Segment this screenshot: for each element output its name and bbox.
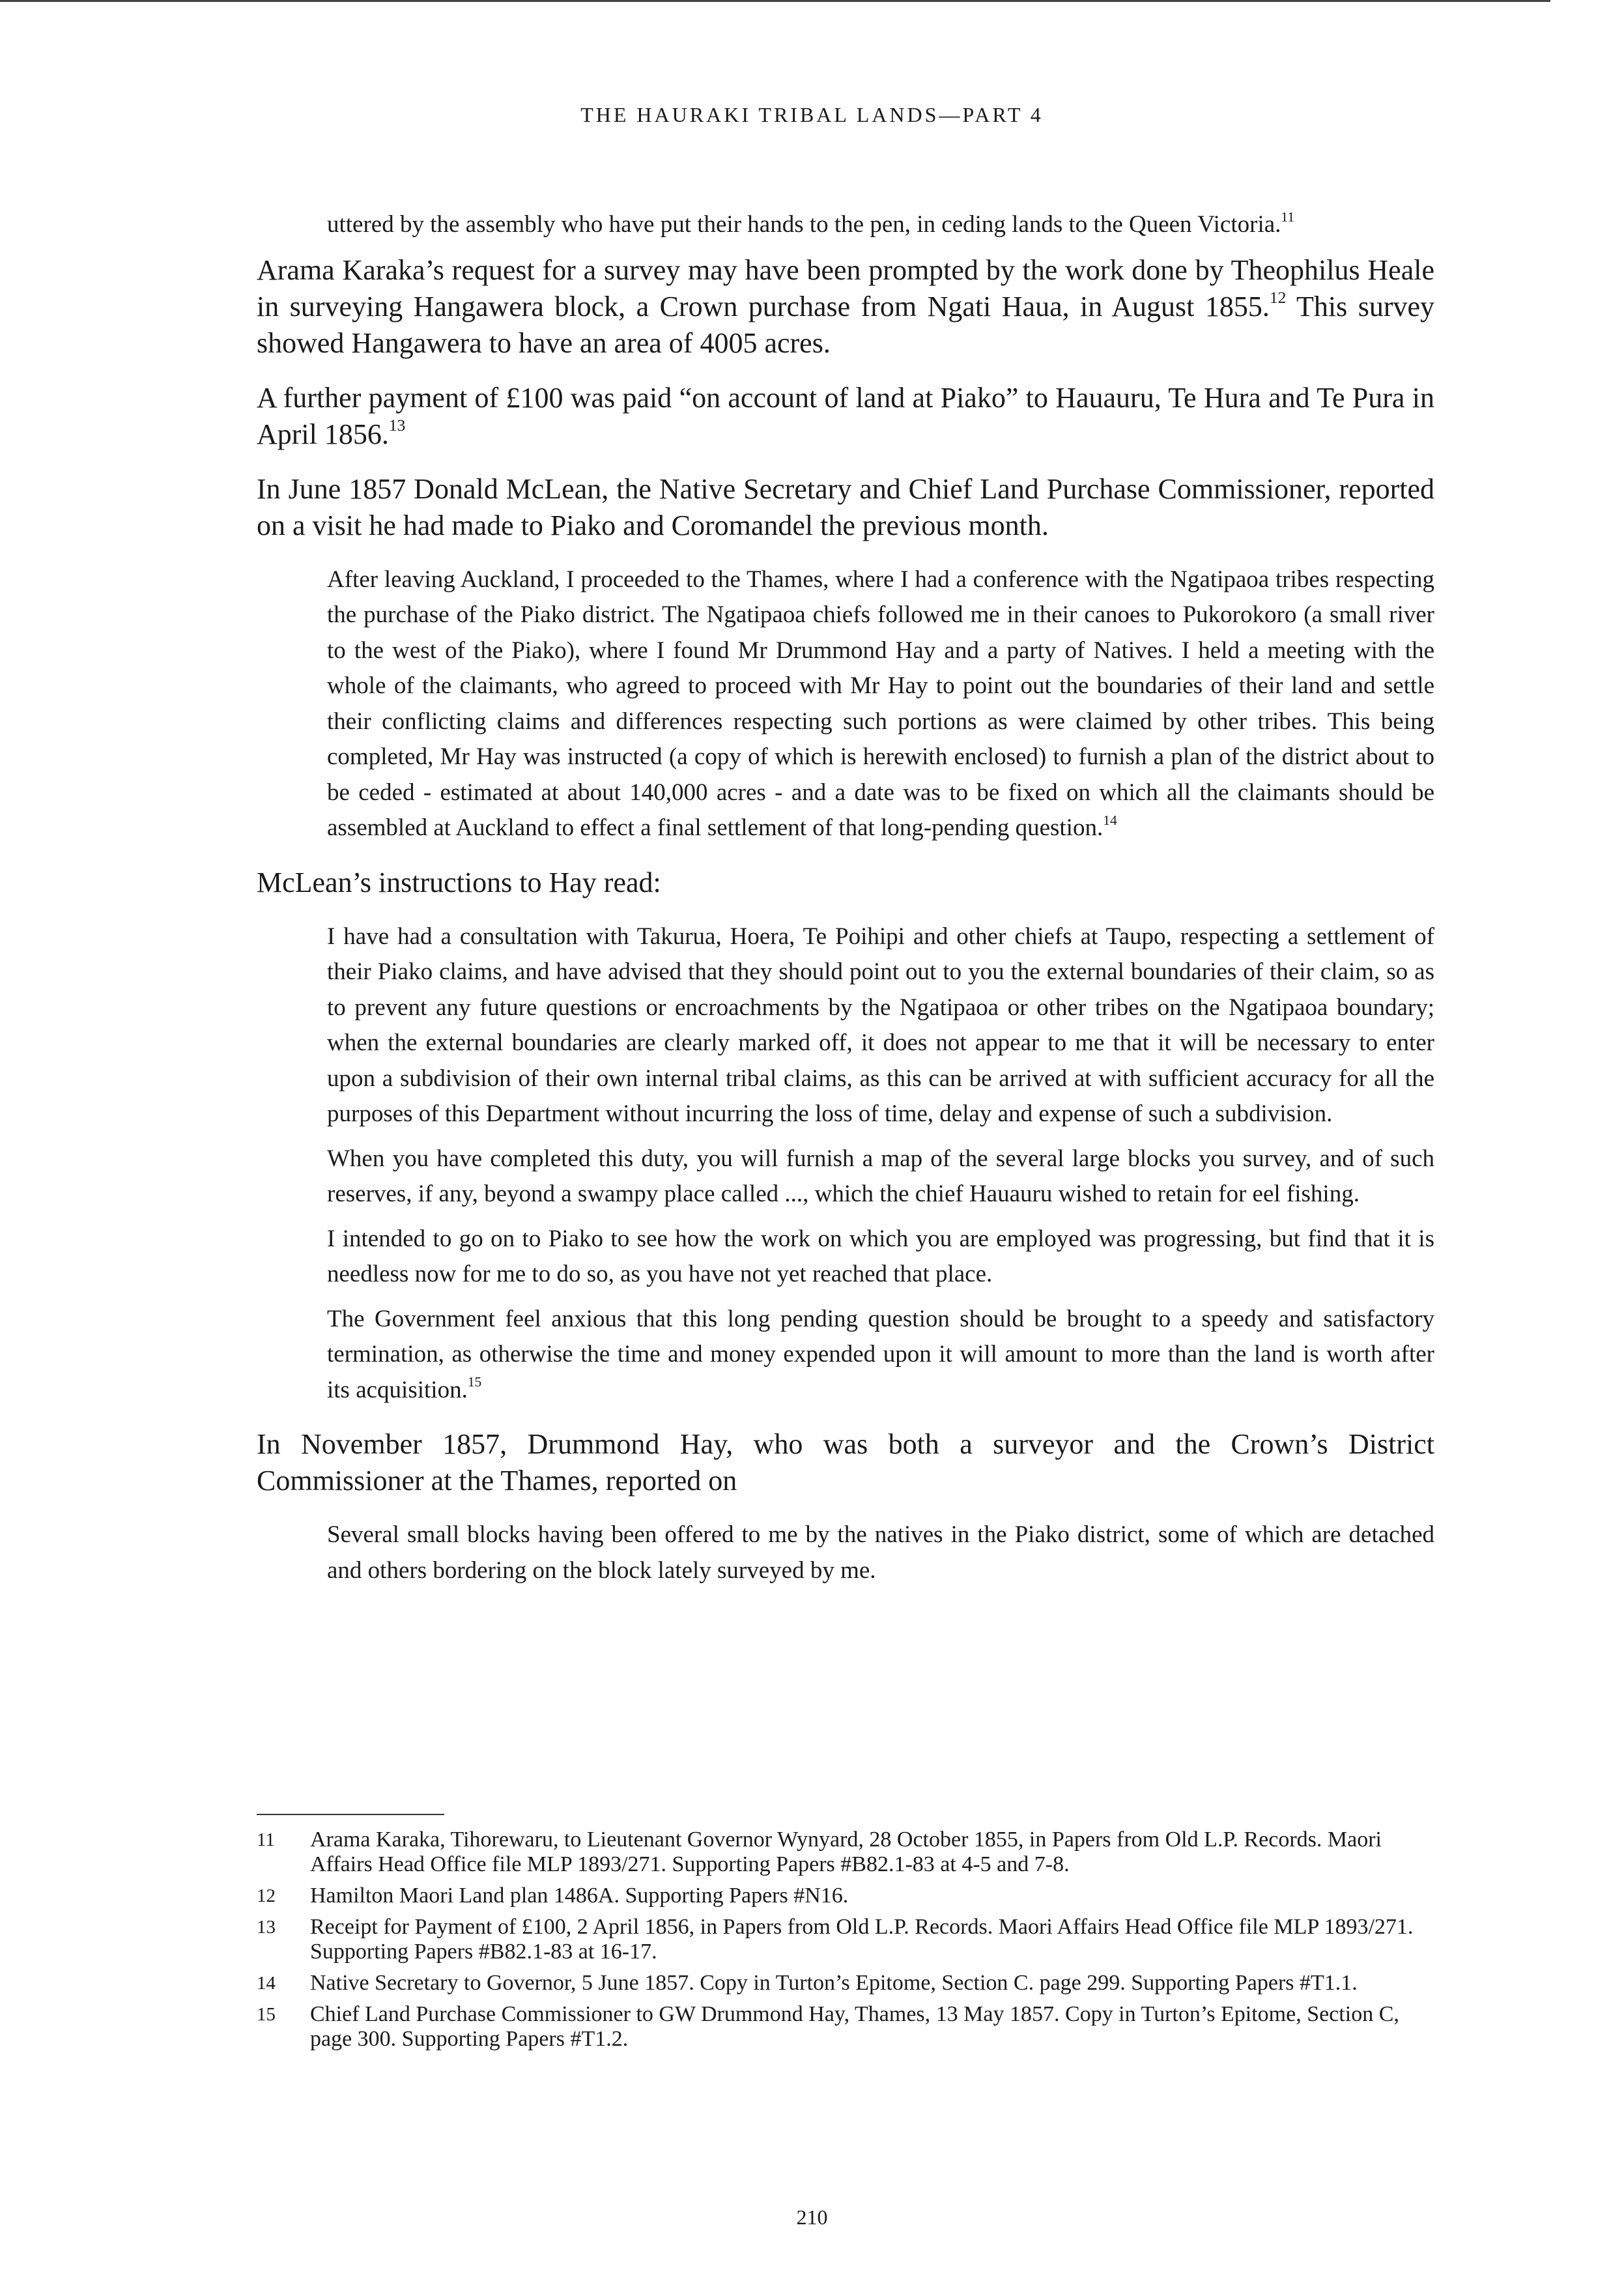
body-paragraph bbox=[257, 471, 1434, 544]
footnote-text: Hamilton Maori Land plan 1486A. Supporting Papers #N16. bbox=[310, 1884, 849, 1908]
footnotes bbox=[257, 1828, 1434, 2058]
footnote-text: Receipt for Payment of £100, 2 April 1856, in Papers from Old L.P. Records. Maori Affairs Head Office file MLP 1893/271. Supporting Papers #B82.1-83 at 16-17. bbox=[310, 1915, 1414, 1964]
block-quote bbox=[327, 1302, 1434, 1409]
footnote-number: 13 bbox=[257, 1917, 276, 1938]
footnote bbox=[257, 1915, 1434, 1964]
footnote bbox=[257, 2002, 1434, 2052]
footnote-number: 11 bbox=[257, 1829, 275, 1850]
paragraph-text: A further payment of £100 was paid “on account of land at Piako” to Hauauru, Te Hura and Te Pura in April 1856. bbox=[257, 381, 1434, 450]
body-paragraph bbox=[257, 865, 1434, 901]
block-quote bbox=[327, 1141, 1434, 1212]
paragraph-text: When you have completed this duty, you will furnish a map of the several large blocks you survey, and of such reserves, if any, beyond a swampy place called ..., which the chief Hauauru wished to retain for eel fishing. bbox=[327, 1145, 1434, 1207]
footnote-text: Native Secretary to Governor, 5 June 1857. Copy in Turton’s Epitome, Section C. page 299. Supporting Papers #T1.1. bbox=[310, 1971, 1358, 1995]
footnote-reference[interactable]: 11 bbox=[1281, 208, 1295, 225]
running-head: THE HAURAKI TRIBAL LANDS—PART 4 bbox=[580, 103, 1044, 126]
body-paragraph bbox=[257, 1426, 1434, 1499]
page-number: 210 bbox=[796, 2205, 828, 2229]
paragraph-text: After leaving Auckland, I proceeded to the Thames, where I had a conference with the Ngatipaoa tribes respecting the purchase of the Piako district. The Ngatipaoa chiefs followed me in their canoes to Pukorokoro (a small river to the west of the Piako), where I found Mr Drummond Hay and a party of Natives. I held a meeting with the whole of the claimants, who agreed to proceed with Mr Hay to point out the boundaries of their land and settle their conflicting claims and differences respecting such portions as were claimed by other tribes. This being completed, Mr Hay was instructed (a copy of which is herewith enclosed) to furnish a plan of the district about to be ceded - estimated at about 140,000 acres - and a date was to be fixed on which all the claimants should be assembled at Auckland to effect a final settlement of that long-pending question. bbox=[327, 566, 1434, 841]
body-paragraph bbox=[257, 252, 1434, 362]
block-quote bbox=[327, 1517, 1434, 1588]
footnote-number: 14 bbox=[257, 1973, 276, 1994]
footnote-number: 12 bbox=[257, 1885, 276, 1906]
footnote-reference[interactable]: 12 bbox=[1269, 288, 1287, 308]
paragraph-text: I have had a consultation with Takurua, Hoera, Te Poihipi and other chiefs at Taupo, respecting a settlement of their Piako claims, and have advised that they should point out to you the external boundaries of their claim, so as to prevent any future questions or encroachments by the Ngatipaoa or other tribes on the Ngatipaoa boundary; when the external boundaries are clearly marked off, it does not appear to me that it will be necessary to enter upon a subdivision of their own internal tribal claims, as this can be arrived at with sufficient accuracy for all the purposes of this Department without incurring the loss of time, delay and expense of such a subdivision. bbox=[327, 923, 1434, 1127]
footnote-text: Arama Karaka, Tihorewaru, to Lieutenant Governor Wynyard, 28 October 1855, in Papers from Old L.P. Records. Maori Affairs Head Office file MLP 1893/271. Supporting Papers #B82.1-83 at 4-5 and 7-8. bbox=[310, 1828, 1382, 1876]
paragraph-text: McLean’s instructions to Hay read: bbox=[257, 866, 661, 898]
footnote bbox=[257, 1971, 1434, 1996]
footnote-reference[interactable]: 13 bbox=[388, 416, 406, 435]
footnote-number: 15 bbox=[257, 2004, 276, 2025]
page-content bbox=[257, 207, 1434, 1598]
footnote-reference[interactable]: 15 bbox=[467, 1374, 482, 1390]
paragraph-text: Several small blocks having been offered to me by the natives in the Piako district, some of which are detached and others bordering on the block lately surveyed by me. bbox=[327, 1521, 1434, 1584]
footnote-reference[interactable]: 14 bbox=[1103, 812, 1117, 828]
paragraph-text-continued: This survey showed Hangawera to have an area of 4005 acres. bbox=[257, 290, 1434, 359]
paragraph-text: In November 1857, Drummond Hay, who was both a surveyor and the Crown’s District Commissioner at the Thames, reported on bbox=[257, 1428, 1434, 1497]
footnote-separator bbox=[257, 1814, 444, 1815]
paragraph-text: The Government feel anxious that this long pending question should be brought to a speedy and satisfactory termination, as otherwise the time and money expended upon it will amount to more than the land is worth after its acquisition. bbox=[327, 1305, 1434, 1403]
paragraph-text: In June 1857 Donald McLean, the Native Secretary and Chief Land Purchase Commissioner, reported on a visit he had made to Piako and Coromandel the previous month. bbox=[257, 472, 1434, 541]
paragraph-text: Arama Karaka’s request for a survey may have been prompted by the work done by Theophilus Heale in surveying Hangawera block, a Crown purchase from Ngati Haua, in August 1855. bbox=[257, 253, 1434, 322]
block-quote bbox=[327, 1222, 1434, 1293]
footnote bbox=[257, 1884, 1434, 1908]
paragraph-text: uttered by the assembly who have put their hands to the pen, in ceding lands to the Queen Victoria. bbox=[327, 211, 1281, 238]
top-border-rule bbox=[0, 0, 1550, 2]
block-quote bbox=[327, 919, 1434, 1132]
body-paragraph bbox=[257, 380, 1434, 453]
block-quote bbox=[327, 562, 1434, 846]
block-quote bbox=[327, 207, 1434, 243]
paragraph-text: I intended to go on to Piako to see how the work on which you are employed was progressing, but find that it is needless now for me to do so, as you have not yet reached that place. bbox=[327, 1225, 1434, 1287]
footnote bbox=[257, 1828, 1434, 1877]
footnote-text: Chief Land Purchase Commissioner to GW Drummond Hay, Thames, 13 May 1857. Copy in Turton’s Epitome, Section C, page 300. Supporting Papers #T1.2. bbox=[310, 2002, 1399, 2051]
